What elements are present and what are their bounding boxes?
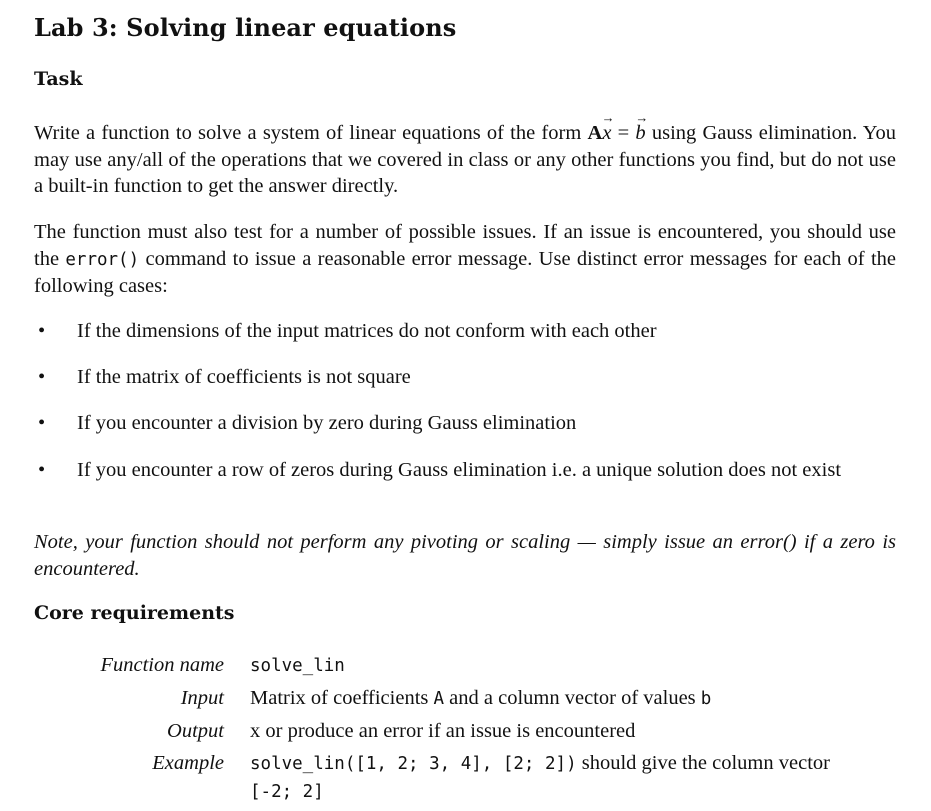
core-requirements-heading: Core requirements: [34, 602, 235, 624]
requirement-value: x or produce an error if an issue is encountered: [250, 720, 636, 742]
task-p2-after: command to issue a reasonable error message. Use distinct error messages for each of the following cases:: [34, 247, 896, 297]
task-p1-before: Write a function to solve a system of linear equations of the form: [34, 122, 588, 144]
requirement-label: Function name: [100, 654, 224, 676]
input-code-a: A: [433, 689, 445, 709]
requirement-value: [250, 750, 850, 805]
bullet-icon: •: [38, 320, 46, 342]
vector-b-symbol: b →: [635, 120, 645, 147]
error-command-code: error(): [65, 249, 140, 270]
example-call-code: solve_lin([1, 2; 3, 4], [2; 2]): [250, 754, 577, 774]
requirement-label: Output: [167, 720, 224, 742]
list-item-text: If you encounter a row of zeros during Gauss elimination i.e. a unique solution does not exist: [77, 459, 842, 481]
example-result-code: [-2; 2]: [250, 781, 324, 802]
list-item-text: If the matrix of coefficients is not square: [77, 366, 411, 388]
task-heading: Task: [34, 68, 83, 90]
task-p2-before: The function must also test for a number of possible issues. If an issue is encountered, you should use the: [34, 221, 896, 270]
input-text-1: Matrix of coefficients: [250, 687, 434, 709]
requirement-value: [250, 652, 850, 680]
bullet-icon: •: [38, 366, 46, 388]
equals-sign: =: [611, 122, 636, 144]
note-paragraph: Note, your function should not perform any pivoting or scaling — simply issue an error() if a zero is encountered.: [34, 531, 896, 580]
vector-x-symbol: x →: [602, 120, 611, 147]
bullet-icon: •: [38, 412, 46, 434]
task-p1-after: using Gauss elimination. You may use any/all of the operations that we covered in class or any other functions you find, but do not use a built-in function to get the answer directly.: [34, 122, 897, 197]
function-name-code: solve_lin: [250, 656, 345, 676]
matrix-symbol: A: [587, 122, 603, 144]
input-code-b: b: [700, 689, 712, 709]
requirement-label: Example: [152, 752, 224, 774]
list-item-text: If you encounter a division by zero during Gauss elimination: [77, 412, 577, 434]
input-text-2: and a column vector of values: [444, 687, 701, 709]
task-paragraph-2: [34, 219, 896, 300]
task-paragraph-1: [34, 120, 896, 200]
example-text: should give the column vector: [576, 752, 830, 774]
bullet-icon: •: [38, 459, 46, 481]
requirement-value: [250, 685, 850, 713]
list-item-text: If the dimensions of the input matrices do not conform with each other: [77, 320, 657, 342]
requirement-label: Input: [180, 687, 224, 709]
page-title: Lab 3: Solving linear equations: [34, 13, 457, 42]
